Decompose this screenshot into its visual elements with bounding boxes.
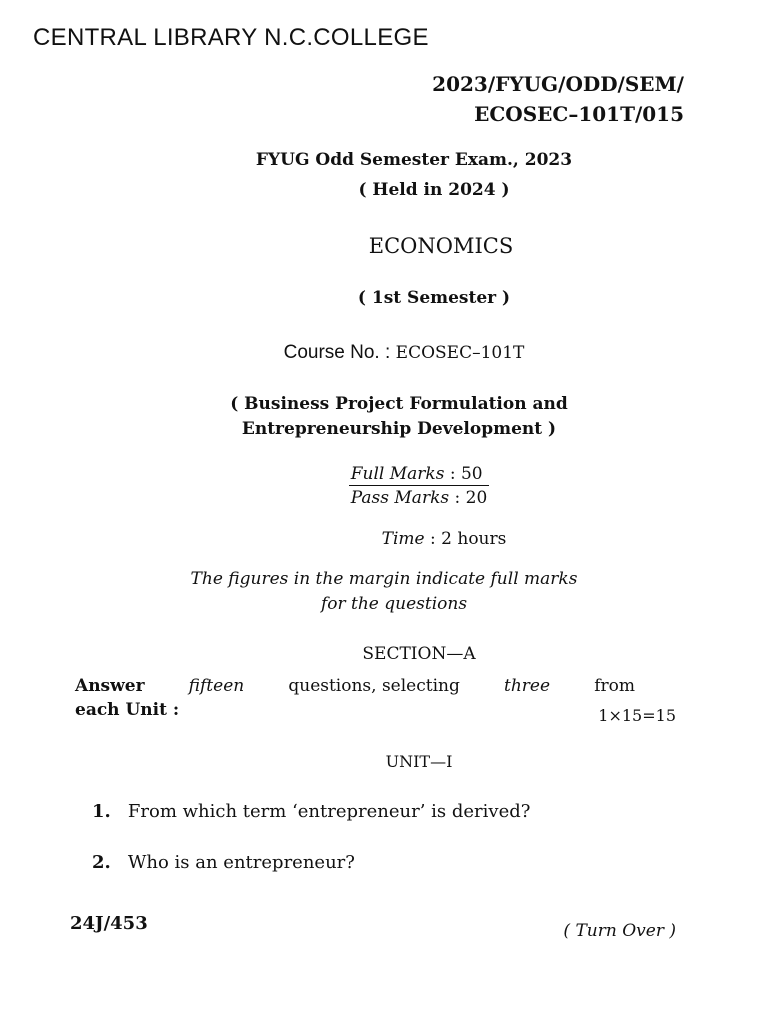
library-watermark: CENTRAL LIBRARY N.C.COLLEGE — [33, 24, 429, 51]
instruction-line2: for the questions — [320, 594, 468, 614]
instruction-line1: The figures in the margin indicate full marks — [190, 569, 578, 589]
time-label: Time — [381, 529, 425, 549]
three-word: three — [504, 676, 551, 696]
marks-block — [0, 464, 768, 508]
pass-marks-label: Pass Marks — [350, 488, 450, 508]
question-2 — [92, 852, 355, 873]
question-number: 2. — [92, 852, 111, 873]
paper-code-line2: ECOSEC–101T/015 — [474, 102, 684, 126]
subject-title: ECONOMICS — [368, 234, 514, 258]
section-heading: SECTION—A — [362, 644, 476, 664]
question-1 — [92, 801, 530, 822]
question-text: Who is an entrepreneur? — [127, 852, 355, 873]
question-number: 1. — [92, 801, 111, 822]
paper-code-line1: 2023/FYUG/ODD/SEM/ — [432, 72, 684, 96]
full-marks-label: Full Marks — [350, 464, 445, 484]
full-marks-value: : 50 — [449, 464, 483, 484]
from-word: from — [594, 676, 635, 696]
answer-word: Answer — [75, 676, 145, 696]
section-marks: 1×15=15 — [598, 706, 676, 725]
course-no-value: ECOSEC–101T — [395, 343, 525, 363]
course-no — [0, 342, 768, 364]
course-title-line2: Entrepreneurship Development ) — [241, 419, 557, 439]
exam-title: FYUG Odd Semester Exam., 2023 — [255, 150, 573, 170]
questions-selecting: questions, selecting — [288, 676, 460, 696]
footer-code: 24J/453 — [70, 913, 148, 934]
time-value: : 2 hours — [430, 529, 507, 549]
semester: ( 1st Semester ) — [357, 288, 511, 308]
question-text: From which term ‘entrepreneur’ is derived? — [127, 801, 531, 822]
course-no-label: Course No. : — [283, 342, 391, 363]
answer-instruction-line1 — [75, 676, 635, 696]
course-title-line1: ( Business Project Formulation and — [230, 394, 568, 414]
pass-marks-value: : 20 — [454, 488, 488, 508]
time-line — [0, 529, 768, 549]
held-in: ( Held in 2024 ) — [358, 180, 510, 200]
turn-over: ( Turn Over ) — [563, 921, 676, 941]
unit-heading: UNIT—I — [385, 752, 453, 771]
answer-instruction-line2: each Unit : — [75, 700, 180, 720]
fifteen-word: fifteen — [188, 676, 245, 696]
